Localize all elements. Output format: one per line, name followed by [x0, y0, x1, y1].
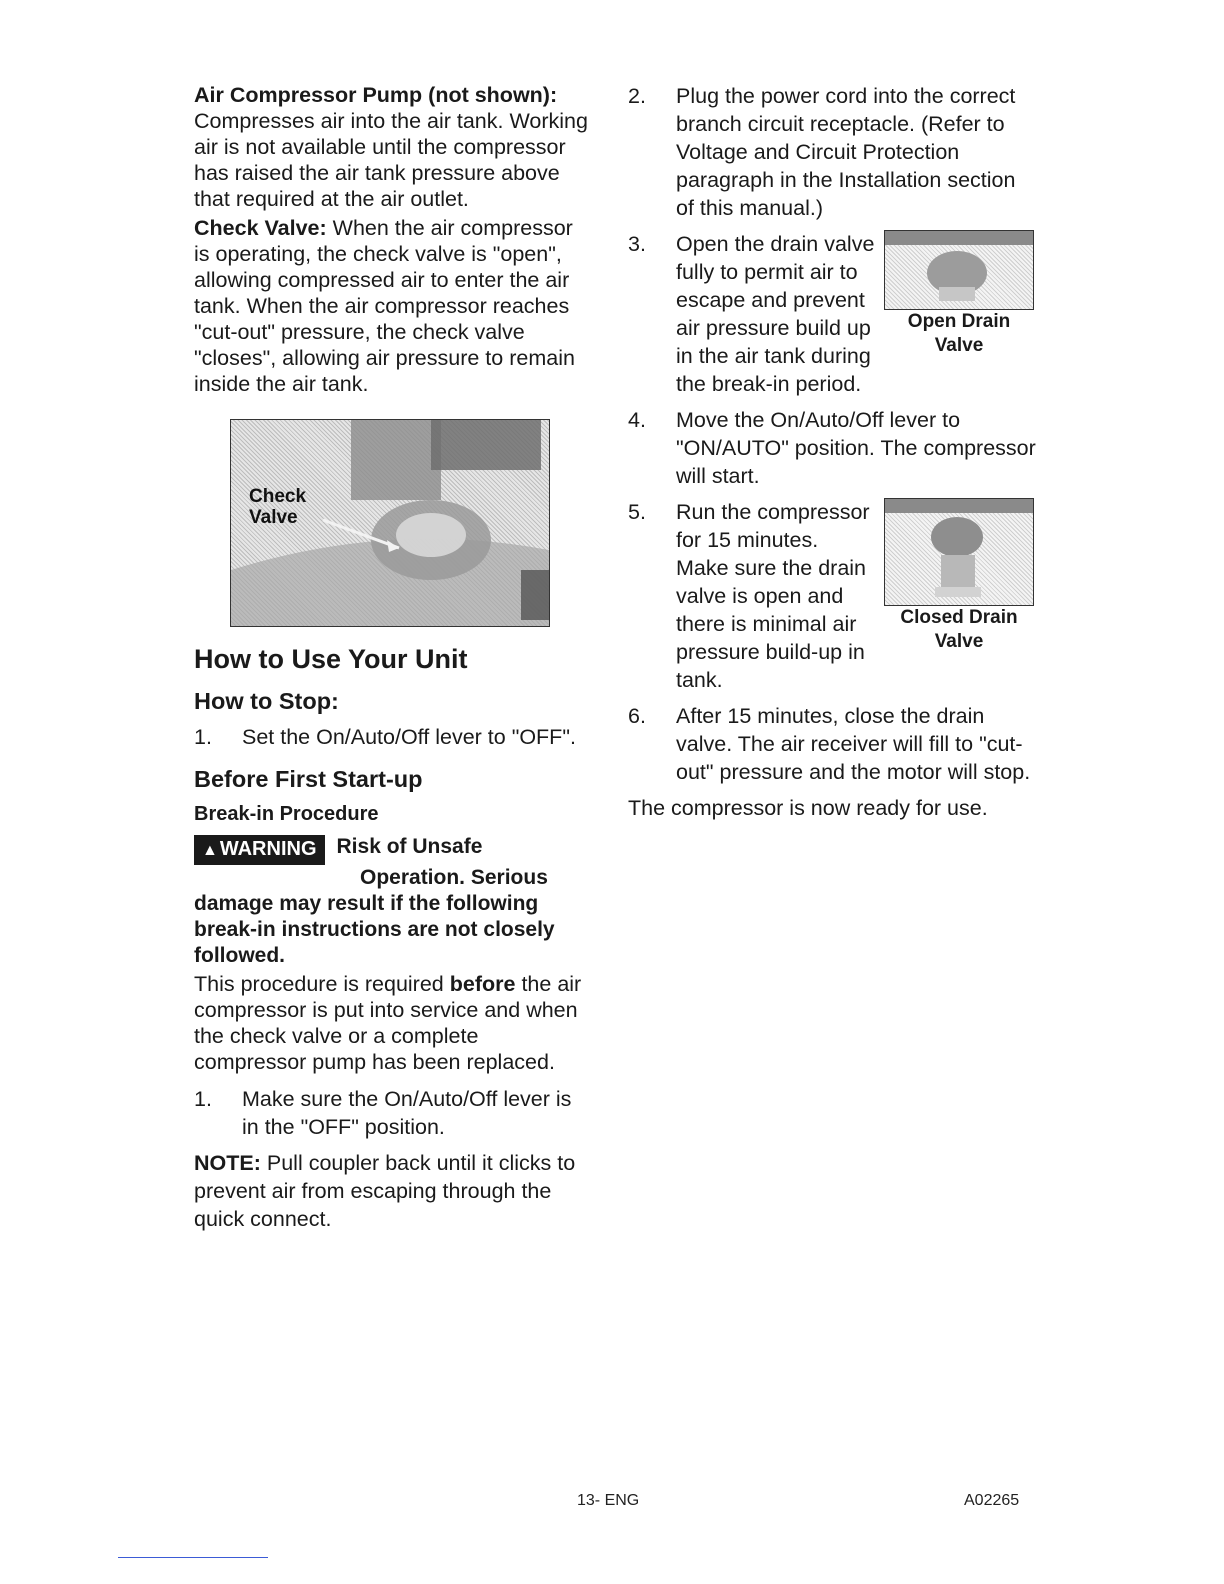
warning-first-line: Risk of Unsafe: [336, 835, 483, 858]
step-body: [676, 498, 1038, 694]
caption-line1: Check: [249, 486, 307, 507]
how-to-stop-heading: How to Stop:: [194, 688, 339, 714]
page-number: 13- ENG: [577, 1492, 640, 1509]
check-valve-title: Check Valve:: [194, 216, 327, 240]
check-valve-paragraph: [194, 215, 594, 397]
before-first-heading: Before First Start-up: [194, 766, 423, 792]
stop-step-num: 1.: [194, 725, 212, 749]
breakin-step-text: Make sure the On/Auto/Off lever is in the "OFF" position.: [242, 1087, 572, 1139]
step-num: 5.: [628, 500, 646, 524]
breakin-step-1: [194, 1085, 594, 1141]
step-num: 3.: [628, 232, 646, 256]
break-in-heading: Break-in Procedure: [194, 803, 379, 825]
note-text: Pull coupler back until it clicks to prevent air from escaping through the quick connect.: [194, 1151, 576, 1231]
bottom-rule: [118, 1557, 268, 1558]
step-6: [628, 702, 1038, 786]
pump-title: Air Compressor Pump (not shown):: [194, 83, 558, 107]
step-body: [676, 230, 1038, 398]
note-paragraph: [194, 1149, 594, 1233]
closed-drain-caption: Closed Drain Valve: [900, 607, 1018, 652]
step-2: [628, 82, 1038, 222]
step-num: 4.: [628, 408, 646, 432]
pump-paragraph: [194, 82, 594, 212]
procedure-bold: before: [449, 972, 516, 996]
step-text: After 15 minutes, close the drain valve. The air receiver will fill to "cut-out" pressure and the motor will stop.: [676, 704, 1031, 784]
procedure-paragraph: [194, 971, 594, 1075]
warning-triangle-icon: ▲: [202, 842, 218, 859]
check-valve-text: When the air compressor is operating, the check valve is "open", allowing compressed air to enter the air tank. When the air compressor reaches "cut-out" pressure, the check valve "closes", allowing air pressure to remain inside the air tank.: [194, 216, 575, 396]
breakin-step-num: 1.: [194, 1087, 212, 1111]
warning-badge: [194, 835, 325, 865]
step-3: [628, 230, 1038, 398]
check-valve-caption: [249, 486, 306, 528]
warning-row: [194, 833, 594, 865]
step-text: Plug the power cord into the correct branch circuit receptacle. (Refer to Voltage and Circuit Protection paragraph in the Installation section of this manual.): [676, 84, 1016, 220]
stop-step-1: [194, 723, 594, 751]
document-code: A02265: [964, 1492, 1020, 1509]
warning-text: Operation. Serious damage may result if the following break-in instructions are not closely followed.: [194, 866, 555, 967]
step-5: [628, 498, 1038, 694]
warning-label: WARNING: [219, 838, 317, 860]
right-column: [628, 82, 1038, 822]
pump-text: Compresses air into the air tank. Working air is not available until the compressor has raised the air tank pressure above that required at the air outlet.: [194, 109, 588, 211]
step-text: Move the On/Auto/Off lever to "ON/AUTO" position. The compressor will start.: [676, 408, 1036, 488]
left-column: [194, 82, 594, 1233]
note-label: NOTE:: [194, 1151, 261, 1175]
closed-drain-figure: [884, 498, 1034, 654]
open-drain-photo: [884, 230, 1034, 310]
caption-line2: Valve: [249, 507, 298, 528]
stop-step-text: Set the On/Auto/Off lever to "OFF".: [242, 725, 576, 749]
procedure-post: the air compressor is put into service and when the check valve or a complete compressor pump has been replaced.: [194, 972, 582, 1074]
open-drain-caption: Open Drain Valve: [907, 311, 1011, 356]
step-text: Open the drain valve fully to permit air to escape and prevent air pressure build up in the air tank during the break-in period.: [676, 232, 875, 396]
procedure-pre: This procedure is required: [194, 972, 444, 996]
ready-text: The compressor is now ready for use.: [628, 796, 988, 820]
check-valve-figure: [230, 419, 550, 627]
step-num: 2.: [628, 84, 646, 108]
step-4: [628, 406, 1038, 490]
step-num: 6.: [628, 704, 646, 728]
how-to-use-heading: How to Use Your Unit: [194, 644, 468, 674]
step-text: Run the compressor for 15 minutes. Make sure the drain valve is open and there is minimal air pressure build-up in tank.: [676, 500, 870, 692]
open-drain-figure: [884, 230, 1034, 358]
closed-drain-photo: [884, 498, 1034, 606]
